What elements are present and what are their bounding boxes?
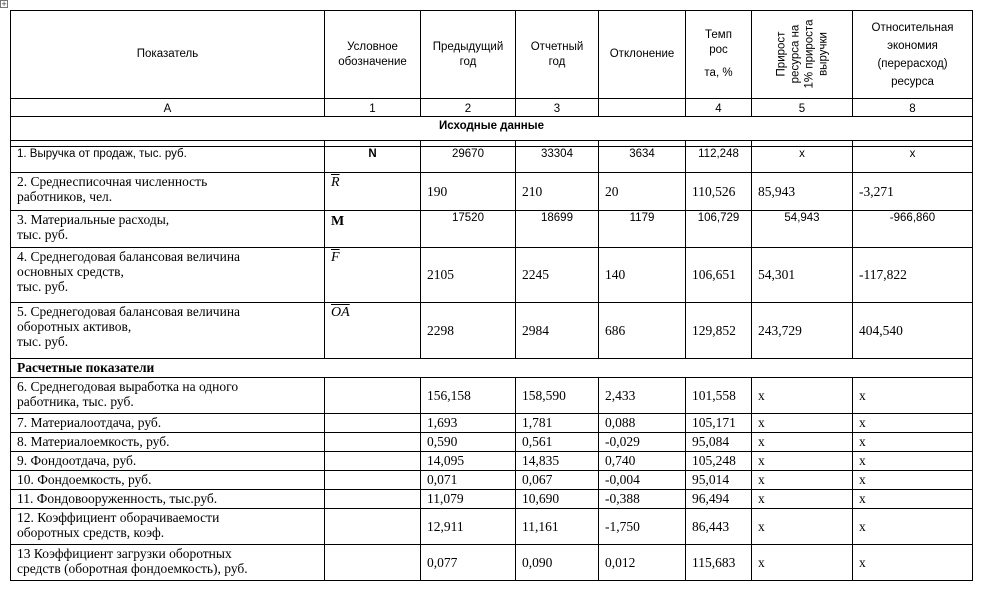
header-prev-year: Предыдущий год bbox=[421, 11, 516, 99]
col-num-a: А bbox=[11, 99, 325, 117]
row-dev: -0,029 bbox=[599, 433, 686, 452]
row-label: 5. Среднегодовая балансовая величина оборотных активов, тыс. руб. bbox=[11, 303, 325, 359]
row-dev: 0,740 bbox=[599, 452, 686, 471]
table-row bbox=[11, 452, 973, 471]
col-num-2: 2 bbox=[421, 99, 516, 117]
row-label: 7. Материалоотдача, руб. bbox=[11, 414, 325, 433]
row-prev: 2105 bbox=[421, 248, 516, 303]
row-rate: 95,014 bbox=[686, 471, 752, 490]
row-cur: 33304 bbox=[516, 147, 599, 173]
table-row bbox=[11, 471, 973, 490]
header-indicator: Показатель bbox=[11, 11, 325, 99]
row-save: х bbox=[853, 147, 973, 173]
row-dev: 140 bbox=[599, 248, 686, 303]
row-prev: 11,079 bbox=[421, 490, 516, 509]
row-cur: 0,090 bbox=[516, 545, 599, 581]
table-row bbox=[11, 211, 973, 248]
row-label: 2. Среднесписочная численность работников, чел. bbox=[11, 173, 325, 211]
row-save: -117,822 bbox=[853, 248, 973, 303]
row-save: х bbox=[853, 490, 973, 509]
row-prev: 2298 bbox=[421, 303, 516, 359]
table-row bbox=[11, 433, 973, 452]
col-num-8: 8 bbox=[853, 99, 973, 117]
row-cur: 1,781 bbox=[516, 414, 599, 433]
row-label: 4. Среднегодовая балансовая величина основных средств, тыс. руб. bbox=[11, 248, 325, 303]
row-dev: 0,088 bbox=[599, 414, 686, 433]
col-num-blank bbox=[599, 99, 686, 117]
col-num-3: 3 bbox=[516, 99, 599, 117]
row-cur: 2984 bbox=[516, 303, 599, 359]
row-cur: 14,835 bbox=[516, 452, 599, 471]
row-rate: 86,443 bbox=[686, 509, 752, 545]
row-symbol bbox=[325, 433, 421, 452]
row-symbol: N bbox=[325, 147, 421, 173]
row-save: х bbox=[853, 509, 973, 545]
row-cur: 0,561 bbox=[516, 433, 599, 452]
row-save: х bbox=[853, 414, 973, 433]
row-dev: -0,004 bbox=[599, 471, 686, 490]
row-inc: 85,943 bbox=[752, 173, 853, 211]
row-inc: х bbox=[752, 433, 853, 452]
row-cur: 210 bbox=[516, 173, 599, 211]
row-symbol bbox=[325, 490, 421, 509]
row-save: х bbox=[853, 433, 973, 452]
table-row bbox=[11, 509, 973, 545]
table-row bbox=[11, 173, 973, 211]
row-label: 6. Среднегодовая выработка на одного работника, тыс. руб. bbox=[11, 378, 325, 414]
row-symbol bbox=[325, 414, 421, 433]
row-symbol: M bbox=[325, 211, 421, 248]
row-inc: х bbox=[752, 378, 853, 414]
row-save: х bbox=[853, 378, 973, 414]
row-dev: 1179 bbox=[599, 211, 686, 248]
row-inc: х bbox=[752, 452, 853, 471]
col-num-1: 1 bbox=[325, 99, 421, 117]
row-prev: 14,095 bbox=[421, 452, 516, 471]
table-move-handle-icon[interactable]: + bbox=[1, 0, 7, 8]
row-inc: 243,729 bbox=[752, 303, 853, 359]
analysis-table bbox=[10, 10, 973, 581]
row-symbol bbox=[325, 452, 421, 471]
row-symbol: $\overline{OA}$ bbox=[325, 303, 421, 359]
row-cur: 158,590 bbox=[516, 378, 599, 414]
row-rate: 96,494 bbox=[686, 490, 752, 509]
table-row bbox=[11, 303, 973, 359]
header-increment: Прирост ресурса на 1% прироста выручки bbox=[752, 11, 853, 99]
row-label: 3. Материальные расходы, тыс. руб. bbox=[11, 211, 325, 248]
row-rate: 112,248 bbox=[686, 147, 752, 173]
row-cur: 18699 bbox=[516, 211, 599, 248]
row-prev: 190 bbox=[421, 173, 516, 211]
row-label: 9. Фондоотдача, руб. bbox=[11, 452, 325, 471]
section-initial-row bbox=[11, 117, 973, 141]
row-inc: х bbox=[752, 147, 853, 173]
table-row bbox=[11, 414, 973, 433]
row-symbol bbox=[325, 545, 421, 581]
row-inc: х bbox=[752, 414, 853, 433]
row-save: х bbox=[853, 471, 973, 490]
col-num-4: 4 bbox=[686, 99, 752, 117]
row-save: -3,271 bbox=[853, 173, 973, 211]
table-header-row bbox=[11, 11, 973, 99]
row-rate: 101,558 bbox=[686, 378, 752, 414]
row-dev: 3634 bbox=[599, 147, 686, 173]
row-cur: 10,690 bbox=[516, 490, 599, 509]
row-prev: 29670 bbox=[421, 147, 516, 173]
header-growth-rate: Темп рос та, % bbox=[686, 11, 752, 99]
row-label: 10. Фондоемкость, руб. bbox=[11, 471, 325, 490]
row-label: 12. Коэффициент оборачиваемости оборотных средств, коэф. bbox=[11, 509, 325, 545]
row-rate: 95,084 bbox=[686, 433, 752, 452]
row-dev: 2,433 bbox=[599, 378, 686, 414]
col-num-5: 5 bbox=[752, 99, 853, 117]
row-rate: 106,651 bbox=[686, 248, 752, 303]
table-row bbox=[11, 147, 973, 173]
row-inc: х bbox=[752, 471, 853, 490]
table-row bbox=[11, 248, 973, 303]
row-rate: 110,526 bbox=[686, 173, 752, 211]
row-label: 1. Выручка от продаж, тыс. руб. bbox=[11, 147, 325, 173]
row-cur: 11,161 bbox=[516, 509, 599, 545]
column-numbering-row bbox=[11, 99, 973, 117]
row-cur: 0,067 bbox=[516, 471, 599, 490]
row-rate: 105,248 bbox=[686, 452, 752, 471]
table-row bbox=[11, 490, 973, 509]
row-inc: 54,301 bbox=[752, 248, 853, 303]
row-symbol: $\overline{F}$ bbox=[325, 248, 421, 303]
row-save: х bbox=[853, 545, 973, 581]
row-save: -966,860 bbox=[853, 211, 973, 248]
row-inc: х bbox=[752, 490, 853, 509]
row-rate: 115,683 bbox=[686, 545, 752, 581]
row-save: х bbox=[853, 452, 973, 471]
row-inc: 54,943 bbox=[752, 211, 853, 248]
row-symbol bbox=[325, 471, 421, 490]
row-symbol: $\overline{R}$ bbox=[325, 173, 421, 211]
row-prev: 0,071 bbox=[421, 471, 516, 490]
section-initial-title: Исходные данные bbox=[11, 117, 973, 141]
header-report-year: Отчетный год bbox=[516, 11, 599, 99]
header-deviation: Отклонение bbox=[599, 11, 686, 99]
row-dev: -0,388 bbox=[599, 490, 686, 509]
row-symbol bbox=[325, 378, 421, 414]
row-inc: х bbox=[752, 545, 853, 581]
row-prev: 0,077 bbox=[421, 545, 516, 581]
row-label: 13 Коэффициент загрузки оборотных средств (оборотная фондоемкость), руб. bbox=[11, 545, 325, 581]
header-symbol: Условное обозначение bbox=[325, 11, 421, 99]
row-dev: -1,750 bbox=[599, 509, 686, 545]
section-calc-row bbox=[11, 359, 973, 378]
row-label: 11. Фондовооруженность, тыс.руб. bbox=[11, 490, 325, 509]
row-dev: 20 bbox=[599, 173, 686, 211]
table-row bbox=[11, 545, 973, 581]
row-prev: 1,693 bbox=[421, 414, 516, 433]
row-symbol bbox=[325, 509, 421, 545]
row-prev: 156,158 bbox=[421, 378, 516, 414]
row-save: 404,540 bbox=[853, 303, 973, 359]
row-rate: 105,171 bbox=[686, 414, 752, 433]
header-relative-saving: Относительная экономия (перерасход) ресурса bbox=[853, 11, 973, 99]
table-row bbox=[11, 378, 973, 414]
row-prev: 17520 bbox=[421, 211, 516, 248]
row-rate: 129,852 bbox=[686, 303, 752, 359]
row-inc: х bbox=[752, 509, 853, 545]
row-prev: 0,590 bbox=[421, 433, 516, 452]
row-dev: 0,012 bbox=[599, 545, 686, 581]
row-cur: 2245 bbox=[516, 248, 599, 303]
row-dev: 686 bbox=[599, 303, 686, 359]
row-rate: 106,729 bbox=[686, 211, 752, 248]
row-label: 8. Материалоемкость, руб. bbox=[11, 433, 325, 452]
row-prev: 12,911 bbox=[421, 509, 516, 545]
section-calc-title: Расчетные показатели bbox=[11, 359, 325, 378]
